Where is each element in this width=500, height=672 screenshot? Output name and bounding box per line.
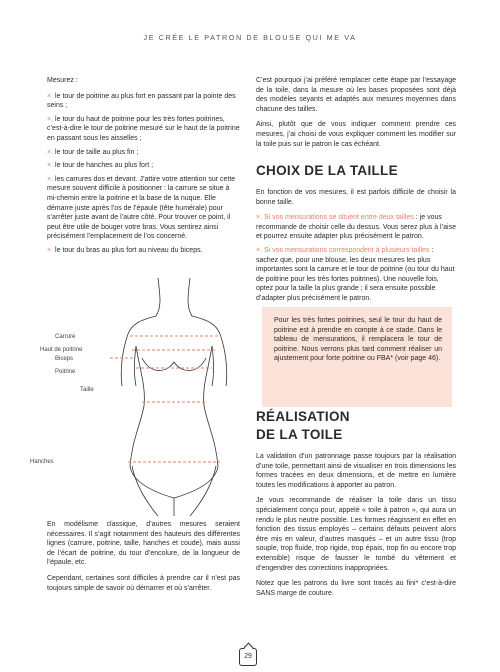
bullet-marker-icon: ×.: [47, 162, 54, 170]
body-silhouette-icon: [70, 276, 270, 516]
bullet-marker-icon: ×.: [47, 175, 54, 183]
right-column: [256, 76, 456, 155]
bullet-marker-icon: ×.: [47, 92, 54, 100]
list-item: ×. Si vos mensurations se situent entre deux tailles : je vous recommande de choisir celle du dessus. Vous serez plus à l’aise et pourrez ensuite adapter plus précisément le patron.: [256, 214, 456, 241]
heading-choix-de-la-taille: CHOIX DE LA TAILLE: [256, 163, 398, 178]
choix-section: [256, 188, 456, 308]
running-header: JE CRÉE LE PATRON DE BLOUSE QUI ME VA: [143, 33, 357, 42]
callout-box: [262, 307, 452, 407]
label-haut-de-poitrine: Haut de poitrine: [40, 347, 83, 353]
bullet-marker-icon: ×.: [256, 214, 263, 222]
list-item: ×. le tour du haut de poitrine pour les très fortes poitrines, c’est-à-dire le tour de poitrine mesuré sur le haut de la poitrine en passant sous les aisselles ;: [47, 115, 240, 142]
label-biceps: Biceps: [55, 356, 74, 362]
list-item: ×. le tour du bras au plus fort au niveau du biceps.: [47, 246, 203, 254]
left-column: [47, 76, 240, 260]
paragraph: Cependant, certaines sont difficiles à prendre car il n’est pas toujours simple de savoir où démarrer et où s’arrêter.: [47, 574, 240, 592]
page-number: 29: [239, 648, 257, 666]
list-item: ×. le tour de poitrine au plus fort en passant par la pointe des seins ;: [47, 92, 236, 110]
paragraph: La validation d’un patronnage passe toujours par la réalisation d’une toile, permettant ainsi de visualiser en trois dimensions les formes tracées en deux dimensions, et de mettre en lumière toutes les modifications à apporter au patron.: [256, 453, 456, 489]
paragraph: Ainsi, plutôt que de vous indiquer comment prendre ces mesures, j’ai choisi de vous expliquer comment les modifier sur la toile puis sur le patron le cas échéant.: [256, 121, 456, 148]
callout-text: Pour les très fortes poitrines, seul le tour du haut de poitrine est à prendre en compte à ce stade. Dans le tableau de mensurations, il remplacera le tour de poitrine. Nous verrons plus tard comment réaliser un ajustement pour forte poitrine ou FBA* (voir page 46).: [274, 317, 442, 363]
label-carrure: Carrure: [55, 334, 76, 340]
paragraph: C’est pourquoi j’ai préféré remplacer cette étape par l’essayage de la toile, dans la mesure où les bases proposées sont déjà des modèles seyants et adaptés aux mesures moyennes dans chacune des tailles.: [256, 77, 456, 113]
heading-realisation-de-la-toile: RÉALISATION DE LA TOILE: [256, 409, 350, 442]
left-bottom-text: [47, 520, 240, 599]
paragraph: En fonction de vos mesures, il est parfois difficile de choisir la bonne taille.: [256, 189, 456, 206]
bullet-marker-icon: ×.: [256, 246, 263, 254]
list-item: ×. les carrures dos et devant. J’attire votre attention sur cette mesure souvent difficile à positionner : la carrure se situe à mi-chemin entre la poitrine et la base de la nuque. Elle démarre juste après l’os de l’épaule (tête humérale) pour s’arrêter juste avant de l’autre côté. Pour trouver ce point, il peut être utile de bouger votre bras. Vous sentirez ainsi précisément l’emplacement de l’os concerné.: [47, 175, 236, 241]
bullet-marker-icon: ×.: [47, 148, 54, 156]
list-item: ×. Si vos mensurations correspondent à plusieurs tailles : sachez que, pour une blouse, les deux mesures les plus importantes sont la carrure et le tour de poitrine (ou tour du haut de poitrine pour les très fortes poitrines). Une nouvelle fois, optez pour la taille la plus grande ; il sera ensuite possible d’adapter plus précisément le patron.: [256, 246, 455, 302]
label-hanches: Hanches: [30, 459, 54, 465]
body-measurement-figure: [30, 276, 270, 516]
realisation-section: [256, 452, 456, 604]
paragraph: Notez que les patrons du livre sont tracés au fini* c’est-à-dire SANS marge de couture.: [256, 580, 456, 597]
paragraph: Je vous recommande de réaliser la toile dans un tissu spécialement conçu pour, appelé « toile à patron », qui aura un rendu le plus neutre possible. Les formes réagissent en effet en fonction des tissus employés – certains défauts peuvent alors être mis en valeur, d’autres masqués – et un autre tissu (trop souple, trop fluide, trop rigide, trop épais, trop fin ou encore trop extensible) risque de fausser le tombé du vêtement et d’engendrer des corrections inappropriées.: [256, 497, 456, 572]
bullet-marker-icon: ×.: [47, 246, 54, 254]
bullet-marker-icon: ×.: [47, 115, 54, 123]
intro-text: Mesurez :: [47, 77, 78, 84]
label-taille: Taille: [80, 387, 94, 393]
paragraph: En modélisme classique, d’autres mesures seraient nécessaires. Il s’agit notamment des hauteurs des différentes lignes (carrure, poitrine, taille, hanches et coude), mais aussi de l’écart de poitrine, du tour d’encolure, de la longueur de l’épaule, etc.: [47, 521, 240, 567]
label-poitrine: Poitrine: [55, 369, 76, 375]
list-item: ×. le tour de taille au plus fin ;: [47, 148, 139, 156]
list-item: ×. le tour de hanches au plus fort ;: [47, 162, 154, 170]
